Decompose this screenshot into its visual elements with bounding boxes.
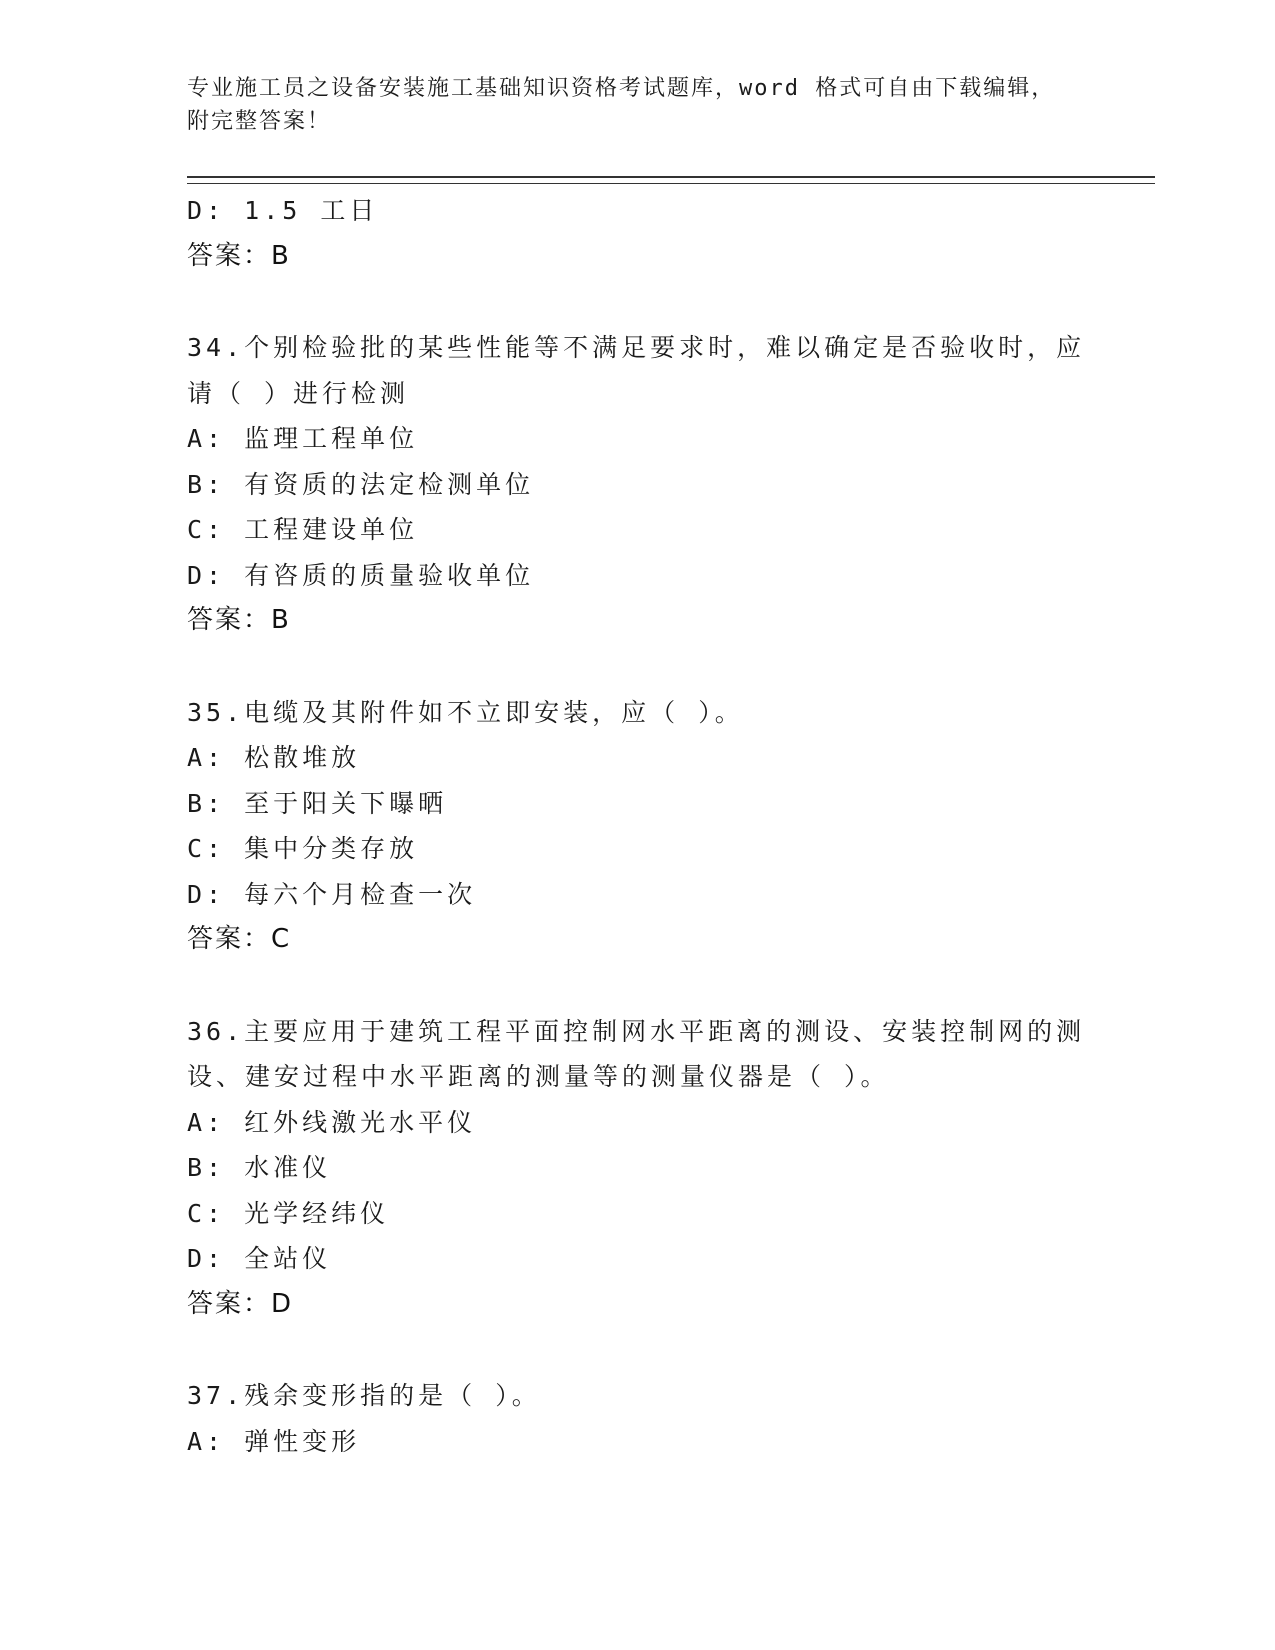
option-b: B: 水准仪	[187, 1153, 332, 1182]
option-a: A: 弹性变形	[187, 1426, 361, 1456]
answer: 答案：D	[187, 1288, 294, 1319]
question-stem-line: 37.残余变形指的是（ ）。	[187, 1381, 541, 1410]
question-list	[187, 188, 1087, 1464]
header-line-2: 附完整答案！	[187, 109, 332, 134]
question-34	[187, 325, 1087, 644]
question-37	[187, 1373, 1087, 1464]
option-c: C: 集中分类存放	[187, 834, 419, 863]
option-d: D: 有咨质的质量验收单位	[187, 560, 535, 590]
answer: 答案：C	[187, 924, 292, 954]
option-a: A: 红外线激光水平仪	[187, 1107, 477, 1137]
question-36	[187, 1009, 1087, 1328]
option-d: D: 全站仪	[187, 1244, 332, 1273]
header-divider-thick	[187, 176, 1155, 178]
header-line-1: 专业施工员之设备安装施工基础知识资格考试题库，word 格式可自由下载编辑，	[187, 76, 1056, 101]
answer: 答案：B	[187, 605, 291, 635]
option-c: C: 光学经纬仪	[187, 1198, 390, 1228]
option-d: D: 每六个月检查一次	[187, 879, 477, 909]
question-stem-line: 35.电缆及其附件如不立即安装，应（ ）。	[187, 697, 744, 727]
header-divider-thin	[187, 183, 1155, 184]
option-a: A: 监理工程单位	[187, 424, 419, 453]
previous-option-d: D: 1.5 工日	[187, 196, 379, 225]
question-stem-line: 请（ ）进行检测	[187, 378, 410, 408]
option-b: B: 至于阳关下曝晒	[187, 788, 448, 818]
previous-answer: 答案：B	[187, 240, 291, 271]
document-header	[187, 72, 1067, 138]
question-stem-line: 36.主要应用于建筑工程平面控制网水平距离的测设、安装控制网的测	[187, 1016, 1086, 1046]
option-c: C: 工程建设单位	[187, 515, 419, 544]
question-stem-line: 34.个别检验批的某些性能等不满足要求时，难以确定是否验收时，应	[187, 333, 1086, 362]
option-a: A: 松散堆放	[187, 743, 361, 772]
question-35	[187, 690, 1087, 963]
option-b: B: 有资质的法定检测单位	[187, 469, 535, 499]
question-stem-line: 设、建安过程中水平距离的测量等的测量仪器是（ ）。	[187, 1062, 890, 1091]
